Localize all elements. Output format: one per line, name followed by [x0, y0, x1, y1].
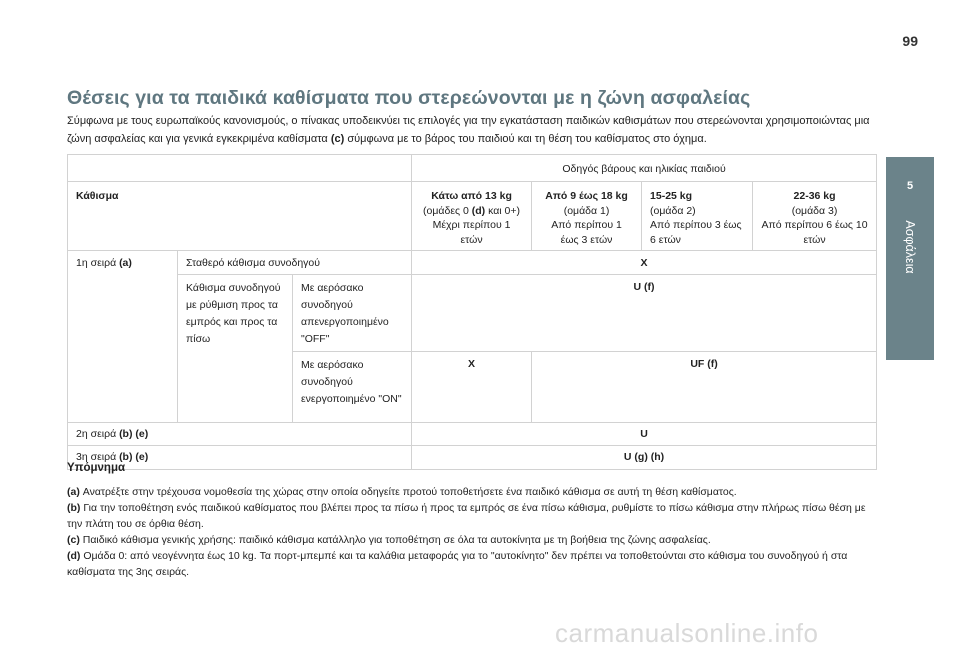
- note-text: Παιδικό κάθισμα γενικής χρήσης: παιδικό κάθισμα κατάλληλο για τοποθέτηση σε όλα τα αυτοκίνητα με τη βοήθεια της ζώνης ασφαλείας.: [79, 534, 711, 546]
- notes-list: [67, 484, 882, 580]
- intro-ref: (c): [330, 133, 345, 145]
- notes-title: Υπόμνημα: [67, 462, 126, 474]
- row-label-second-row: [68, 422, 412, 446]
- group-label: (ομάδα 2): [650, 204, 696, 217]
- note-key: (a): [67, 486, 80, 498]
- table-row: [68, 155, 877, 182]
- airbag-off-value: U (f): [412, 274, 877, 351]
- note-text: Ομάδα 0: από νεογέννητα έως 10 kg. Τα πορτ-μπεμπέ και τα καλάθια μεταφοράς για το "αυτοκίνητο" δεν πρέπει να τοποθετούνται στο κάθισμα του συνοδηγού ή στα καθίσματα της 3ης σειράς.: [67, 550, 848, 578]
- group-label: [420, 204, 523, 219]
- age-label: Από περίπου 3 έως 6 ετών: [650, 219, 742, 246]
- column-header-group3: [753, 182, 877, 251]
- second-row-value: U: [412, 422, 877, 446]
- weight-label: 15-25 kg: [650, 190, 693, 202]
- note-text: Για την τοποθέτηση ενός παιδικού καθίσματος που βλέπει προς τα πίσω ή προς τα εμπρός σε ένα πίσω κάθισμα, ρυθμίστε το πίσω κάθισμα στην πλήρως πίσω θέση με την πλάτη του σε όρθια θέση.: [67, 502, 866, 530]
- group-header: Οδηγός βάρους και ηλικίας παιδιού: [412, 155, 877, 182]
- row-label-text: 3η σειρά: [76, 451, 120, 463]
- weight-label: Κάτω από 13 kg: [431, 190, 512, 202]
- intro-paragraph: [67, 112, 882, 148]
- row-label-ref: (a): [119, 257, 132, 269]
- note-text: Ανατρέξτε στην τρέχουσα νομοθεσία της χώρας στην οποία οδηγείτε προτού τοποθετήσετε ένα παιδικό κάθισμα σε αυτή τη θέση καθίσματος.: [79, 486, 737, 498]
- seat-header: Κάθισμα: [68, 182, 412, 251]
- age-label: Από περίπου 6 έως 10 ετών: [761, 219, 868, 246]
- age-label: Από περίπου 1 έως 3 ετών: [551, 219, 622, 246]
- table-row: [68, 446, 877, 470]
- table-cell-empty: [68, 155, 412, 182]
- fixed-seat-label: Σταθερό κάθισμα συνοδηγού: [178, 251, 412, 275]
- watermark: carmanualsonline.info: [555, 618, 819, 648]
- column-header-group2: [642, 182, 753, 251]
- adjustable-seat-label: Κάθισμα συνοδηγού με ρύθμιση προς τα εμπρός και προς τα πίσω: [178, 274, 293, 422]
- table-row: [68, 422, 877, 446]
- chapter-number: 5: [906, 180, 914, 192]
- row-label-ref: (b) (e): [119, 451, 149, 463]
- row-label-ref: (b) (e): [119, 427, 149, 440]
- group-label-text-end: και 0+): [485, 204, 521, 217]
- group-label: (ομάδα 1): [563, 204, 610, 217]
- airbag-off-label: Με αερόσακο συνοδηγού απενεργοποιημένο "OFF": [293, 274, 412, 351]
- fixed-seat-value: X: [412, 251, 877, 275]
- row-label-text: 2η σειρά: [76, 427, 120, 440]
- third-row-value: U (g) (h): [412, 446, 877, 470]
- note-item: [67, 548, 882, 580]
- table-row: [68, 251, 877, 275]
- group-label-text: (ομάδες 0: [423, 204, 472, 217]
- group-label: (ομάδα 3): [791, 204, 838, 217]
- intro-text: Σύμφωνα με τους ευρωπαϊκούς κανονισμούς, ο πίνακας υποδεικνύει τις επιλογές για την εγκατάσταση παιδικών καθισμάτων που στερεώνονται χρησιμοποιώντας μια ζώνη ασφαλείας και για γενικά εγκεκριμένα καθίσματα: [67, 115, 870, 145]
- note-item: [67, 484, 882, 500]
- age-label: Μέχρι περίπου 1 ετών: [432, 219, 511, 246]
- note-item: [67, 532, 882, 548]
- page-number: 99: [902, 33, 918, 49]
- note-key: (b): [67, 502, 81, 514]
- note-item: [67, 500, 882, 532]
- note-key: (c): [67, 534, 80, 546]
- table-row: [68, 182, 877, 251]
- column-header-group1: [532, 182, 642, 251]
- row-label-first-row: [68, 251, 178, 423]
- chapter-tab[interactable]: [886, 157, 934, 360]
- column-header-group0: [412, 182, 532, 251]
- row-label-text: 1η σειρά: [76, 257, 120, 269]
- seat-compatibility-table: [67, 154, 877, 470]
- airbag-on-label: Με αερόσακο συνοδηγού ενεργοποιημένο "ON": [293, 351, 412, 422]
- weight-label: Από 9 έως 18 kg: [545, 190, 628, 202]
- note-key: (d): [67, 550, 81, 562]
- intro-text-end: σύμφωνα με το βάρος του παιδιού και τη θέση του καθίσματος στο όχημα.: [344, 133, 707, 145]
- chapter-label: Ασφάλεια: [903, 220, 917, 274]
- page-title: Θέσεις για τα παιδικά καθίσματα που στερεώνονται με η ζώνη ασφαλείας: [67, 87, 751, 109]
- group-label-ref: (d): [471, 204, 486, 217]
- table-row: [68, 274, 877, 351]
- airbag-on-value-rest: UF (f): [532, 351, 877, 422]
- airbag-on-value-group0: X: [412, 351, 532, 422]
- weight-label: 22-36 kg: [793, 190, 836, 202]
